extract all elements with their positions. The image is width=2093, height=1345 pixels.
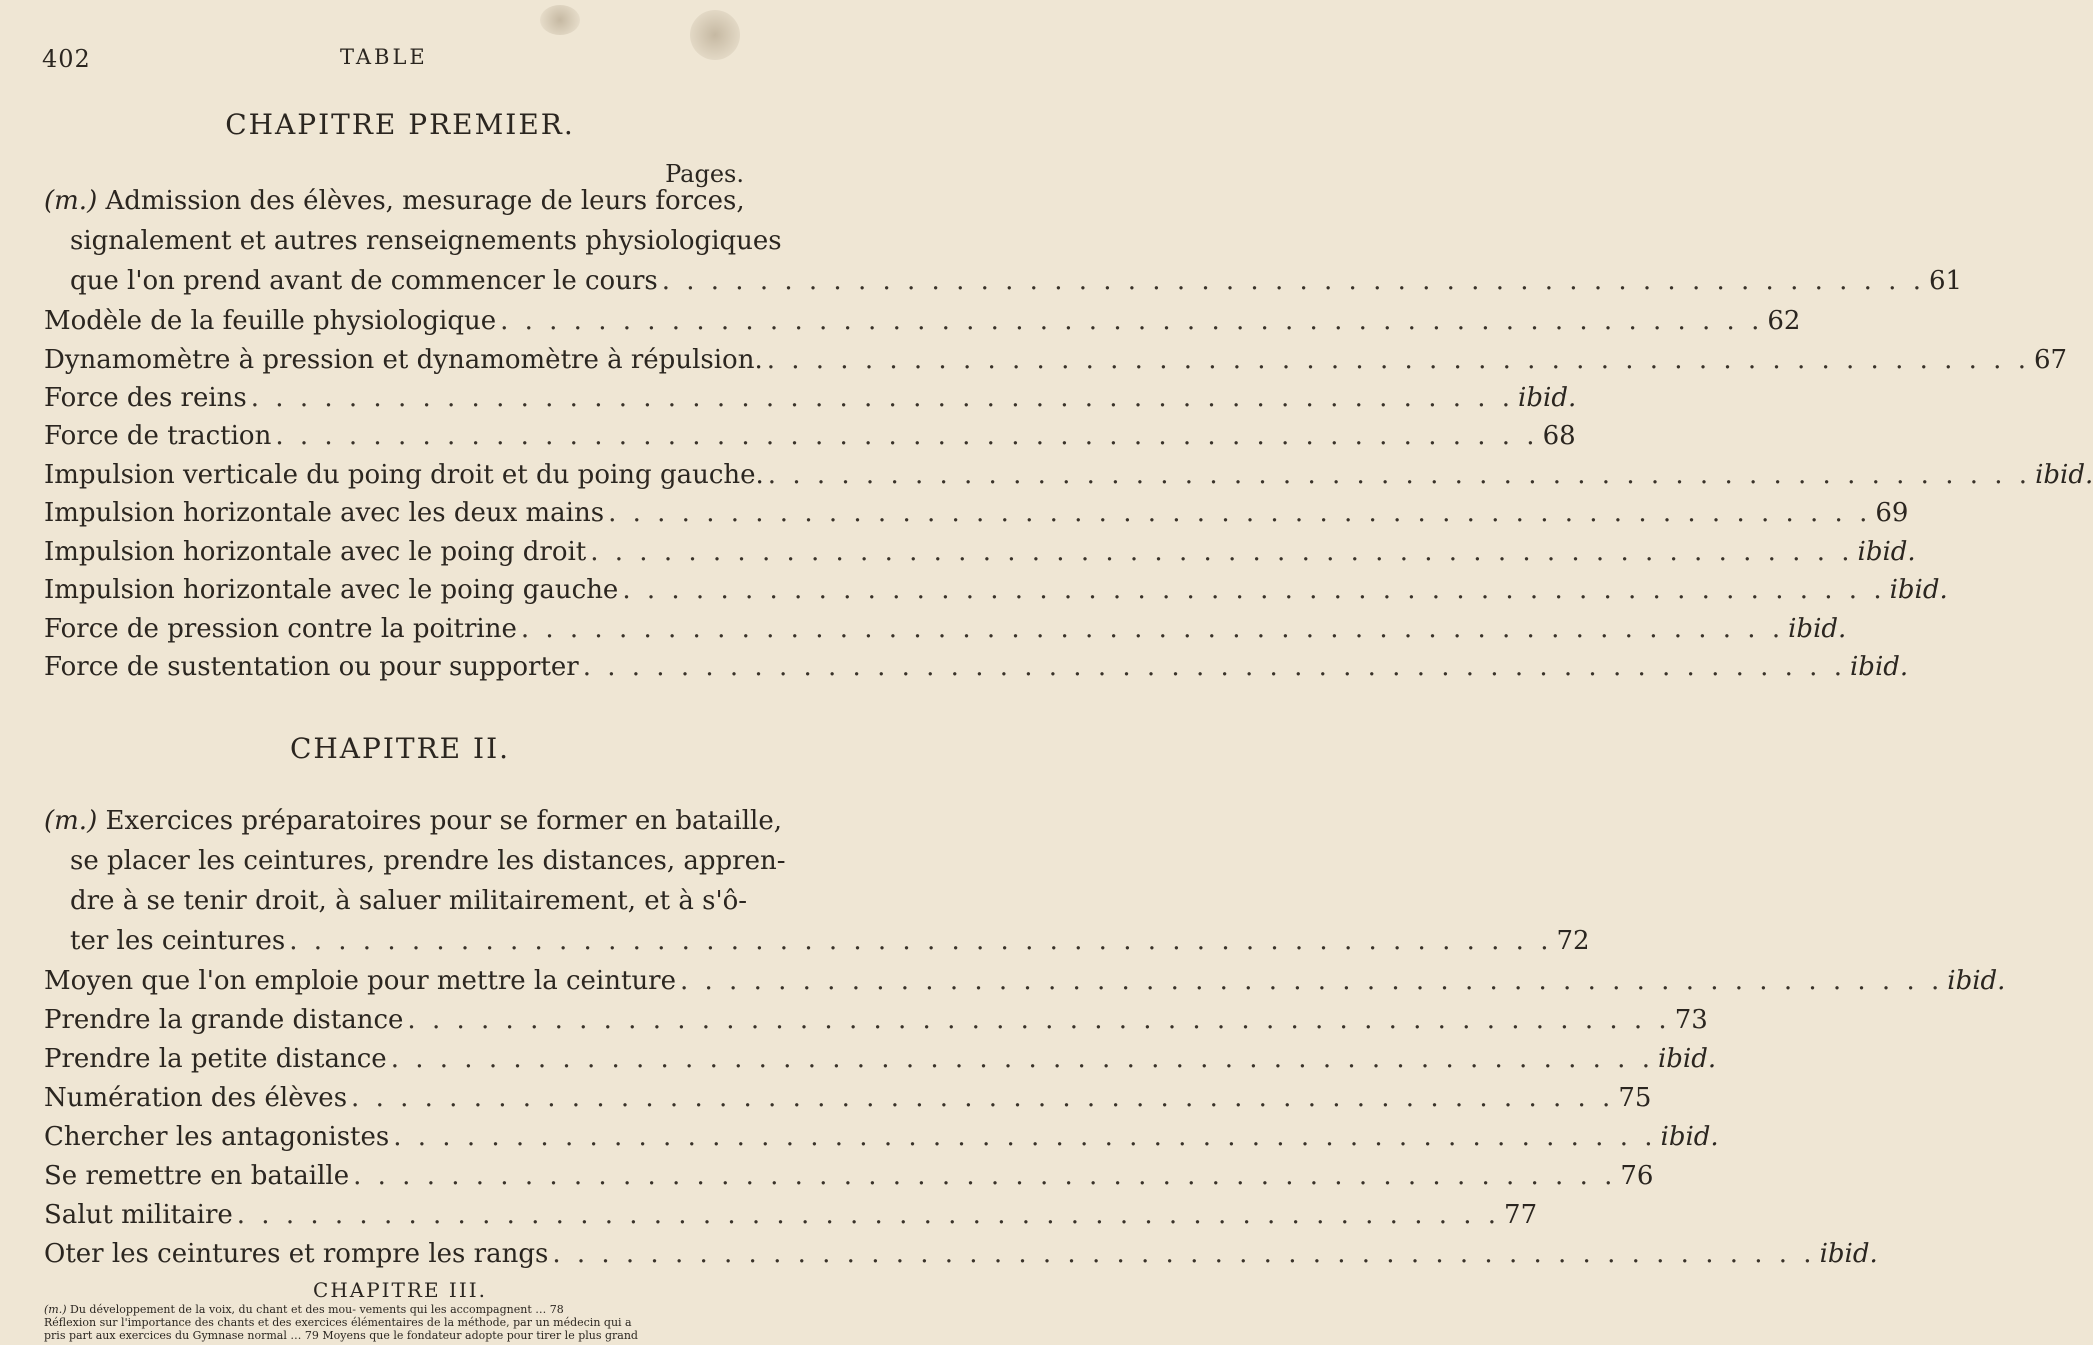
toc-entry[interactable] (44, 966, 2006, 1006)
entry-page: 72 (1556, 926, 1590, 956)
dot-leader (579, 652, 1850, 682)
toc-entry[interactable] (44, 421, 1576, 461)
dot-leader (658, 266, 1929, 296)
entry-text: Impulsion verticale du poing droit et du poing gauche. (44, 460, 764, 490)
toc-entry[interactable] (44, 1005, 1708, 1045)
entry-page: ibid. (2035, 460, 2093, 490)
entry-page: 68 (1542, 421, 1576, 451)
entry-page: 78 (549, 1303, 564, 1316)
intro-line (70, 226, 782, 266)
entry-page: ibid. (1849, 652, 1909, 682)
entry-page: 77 (1504, 1200, 1538, 1230)
intro-text: Exercices préparatoires pour se former en bataille, (105, 806, 783, 836)
entry-page: ibid. (1660, 1122, 1719, 1152)
entry-text: Moyens que le fondateur adopte pour tirer le plus grand (322, 1329, 638, 1342)
toc-entry[interactable] (44, 1200, 1538, 1240)
entry-page: 75 (1618, 1083, 1652, 1113)
entry-text: Réflexion sur l'importance des chants et des exercices (44, 1316, 348, 1329)
toc-entry[interactable] (44, 652, 1909, 692)
entry-page: ibid. (1889, 575, 1948, 605)
toc-entry[interactable] (44, 345, 2068, 385)
page-number: 402 (42, 45, 91, 73)
toc-entry[interactable] (44, 537, 1916, 577)
entry-text: Force de sustentation ou pour supporter (44, 652, 579, 682)
intro-line (70, 846, 786, 886)
entry-page: ibid. (1819, 1239, 1878, 1269)
entry-text: Modèle de la feuille physiologique (44, 306, 497, 336)
intro-prefix: (m.) (44, 806, 98, 836)
dot-leader (548, 1239, 1819, 1269)
dot-leader (604, 498, 1875, 528)
toc-entry[interactable] (44, 1316, 764, 1329)
entry-text: ter les ceintures (70, 926, 286, 956)
entry-text: Se remettre en bataille (44, 1161, 350, 1191)
entry-page: ibid. (1947, 966, 2006, 996)
dot-leader (496, 306, 1767, 336)
dot-leader (247, 383, 1518, 413)
entry-text: Force de pression contre la poitrine (44, 614, 517, 644)
entry-text: Moyen que l'on emploie pour mettre la ceinture (44, 966, 676, 996)
intro-text: dre à se tenir droit, à saluer militairement, et à s'ô- (70, 886, 748, 916)
entry-text: que l'on prend avant de commencer le cours (70, 266, 658, 296)
toc-entry[interactable] (44, 1122, 1719, 1162)
toc-entry[interactable] (44, 498, 1909, 538)
intro-line[interactable]: (m.) Du développement de la voix, du chant et des mou- vements qui les accompagnent … 78 (44, 1303, 564, 1316)
dot-leader (764, 460, 2035, 490)
dot-leader (676, 966, 1947, 996)
entry-text: Dynamomètre à pression et dynamomètre à répulsion. (44, 345, 763, 375)
toc-entry[interactable] (44, 460, 2093, 500)
toc-entry[interactable] (44, 383, 1577, 423)
entry-text: Numération des élèves (44, 1083, 348, 1113)
dot-leader (618, 575, 1889, 605)
entry-page: 61 (1928, 266, 1963, 296)
intro-text: Admission des élèves, mesurage de leurs forces, (105, 186, 745, 216)
toc-entry[interactable] (44, 1161, 1654, 1201)
toc-entry[interactable] (44, 1044, 1717, 1084)
dot-leader (285, 926, 1556, 956)
intro-prefix: (m.) (44, 1303, 67, 1316)
dot-leader (347, 1083, 1618, 1113)
entry-text: élémentaires de la méthode, par un médecin qui a (350, 1316, 632, 1329)
entry-page: 67 (2033, 345, 2068, 375)
entry-text: Impulsion horizontale avec le poing droit (44, 537, 587, 567)
dot-leader (763, 345, 2034, 375)
intro-line (44, 186, 764, 226)
dot-leader (389, 1122, 1660, 1152)
pages-label: Pages. (665, 160, 744, 188)
dot-leader (387, 1044, 1658, 1074)
entry-text: Impulsion horizontale avec le poing gauche (44, 575, 619, 605)
running-title: TABLE (340, 45, 428, 69)
dot-leader (403, 1005, 1674, 1035)
entry-page: ibid. (1788, 614, 1847, 644)
toc-entry[interactable] (70, 926, 1590, 966)
dot-leader (349, 1161, 1620, 1191)
entry-page: 62 (1767, 306, 1801, 336)
entry-text: Salut militaire (44, 1200, 233, 1230)
intro-text: Du développement de la voix, du chant et des mou- (70, 1303, 356, 1316)
entry-page: ibid. (1518, 383, 1577, 413)
toc-entry[interactable] (44, 575, 1948, 615)
ink-stain (540, 5, 580, 35)
entry-text: Oter les ceintures et rompre les rangs (44, 1239, 549, 1269)
entry-text: pris part aux exercices du Gymnase normal (44, 1329, 287, 1342)
toc-entry[interactable] (44, 614, 1847, 654)
intro-line (44, 806, 783, 846)
entry-page: 73 (1674, 1005, 1708, 1035)
dot-leader (586, 537, 1857, 567)
dot-leader (233, 1200, 1504, 1230)
entry-text: Impulsion horizontale avec les deux mains (44, 498, 605, 528)
chapter-title: CHAPITRE II. (289, 732, 511, 765)
entry-text: Force des reins (44, 383, 247, 413)
entry-page: 76 (1620, 1161, 1654, 1191)
chapter-title: CHAPITRE PREMIER. (225, 108, 575, 141)
dot-leader (271, 421, 1542, 451)
toc-entry[interactable] (70, 266, 1963, 306)
entry-text: Prendre la grande distance (44, 1005, 404, 1035)
entry-text: Prendre la petite distance (44, 1044, 387, 1074)
intro-text: vements qui les accompagnent (359, 1303, 532, 1316)
toc-entry[interactable]: pris part aux exercices du Gymnase normal … 79 Moyens que le fondateur adopte pour tirer le plus grand (44, 1329, 638, 1342)
intro-text: se placer les ceintures, prendre les distances, appren- (70, 846, 786, 876)
chapter-3-block (44, 1303, 764, 1342)
intro-prefix: (m.) (44, 186, 98, 216)
entry-text: Chercher les antagonistes (44, 1122, 390, 1152)
entry-page: 79 (304, 1329, 319, 1342)
entry-page: ibid. (1657, 1044, 1717, 1074)
chapter-title: CHAPITRE III. (313, 1278, 487, 1302)
toc-entry[interactable] (44, 1239, 1878, 1279)
entry-page: ibid. (1857, 537, 1916, 567)
entry-text: Force de traction (44, 421, 272, 451)
ink-stain (690, 10, 740, 60)
toc-entry[interactable] (44, 306, 1801, 346)
intro-line (70, 886, 764, 926)
intro-text: signalement et autres renseignements physiologiques (70, 226, 782, 256)
entry-page: 69 (1875, 498, 1909, 528)
dot-leader (517, 614, 1788, 644)
toc-entry[interactable] (44, 1083, 1652, 1123)
